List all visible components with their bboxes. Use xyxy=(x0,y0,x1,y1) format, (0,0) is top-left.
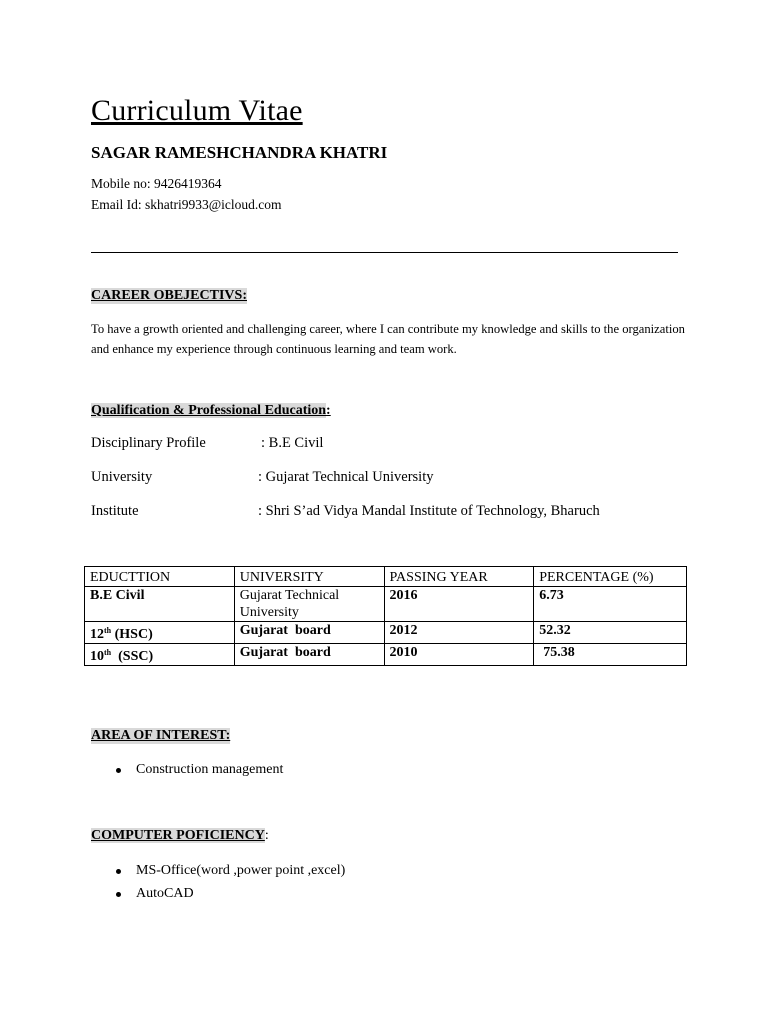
table-row xyxy=(85,622,687,644)
year-cell: 2010 xyxy=(384,644,534,666)
percentage-cell: 75.38 xyxy=(534,644,687,666)
table-row xyxy=(85,587,687,622)
list-item: AutoCAD xyxy=(91,886,345,909)
qualification-label: Institute xyxy=(91,503,139,519)
table-header-row xyxy=(85,567,687,587)
qualification-heading xyxy=(91,403,331,419)
column-header: PASSING YEAR xyxy=(384,567,534,587)
email-address: Email Id: skhatri9933@icloud.com xyxy=(91,197,282,212)
university-cell: Gujarat board xyxy=(234,644,384,666)
table-row xyxy=(85,644,687,666)
career-objective-heading: CAREER OBEJECTIVS: xyxy=(91,288,247,303)
qualification-heading-text: Qualification & Professional Education xyxy=(91,403,327,418)
horizontal-divider xyxy=(91,252,678,253)
list-item: Construction management xyxy=(91,762,283,785)
university-cell: Gujarat Technical University xyxy=(234,587,384,622)
qualification-label: University xyxy=(91,469,153,485)
list-item: MS-Office(word ,power point ,excel) xyxy=(91,863,345,886)
qualification-label: Disciplinary Profile xyxy=(91,435,206,451)
career-objective-text: To have a growth oriented and challenging career, where I can contribute my knowledge and skills to the organization and enhance my experience through continuous learning and team work. xyxy=(91,322,685,356)
qualification-row xyxy=(91,469,434,486)
area-of-interest-heading: AREA OF INTEREST: xyxy=(91,728,231,743)
year-cell: 2016 xyxy=(384,587,534,622)
interest-list xyxy=(91,762,283,785)
percentage-cell: 6.73 xyxy=(534,587,687,622)
column-header: PERCENTAGE (%) xyxy=(534,567,687,587)
bullet-icon xyxy=(116,869,121,874)
education-cell: B.E Civil xyxy=(85,587,235,622)
qualification-value: : Gujarat Technical University xyxy=(258,469,434,485)
education-cell: 10th (SSC) xyxy=(85,644,235,666)
qualification-value: : Shri S’ad Vidya Mandal Institute of Technology, Bharuch xyxy=(258,503,600,519)
university-cell: Gujarat board xyxy=(234,622,384,644)
column-header: EDUCTTION xyxy=(85,567,235,587)
bullet-icon xyxy=(116,768,121,773)
percentage-cell: 52.32 xyxy=(534,622,687,644)
qualification-row xyxy=(91,435,324,452)
document-title: Curriculum Vitae xyxy=(91,94,303,127)
mobile-number: Mobile no: 9426419364 xyxy=(91,176,222,191)
qualification-heading-colon: : xyxy=(326,403,331,418)
column-header: UNIVERSITY xyxy=(234,567,384,587)
qualification-row xyxy=(91,503,600,520)
education-cell: 12th (HSC) xyxy=(85,622,235,644)
qualification-value: : B.E Civil xyxy=(261,435,324,451)
computer-proficiency-heading xyxy=(91,828,269,844)
computer-skills-list xyxy=(91,863,345,909)
computer-proficiency-heading-colon: : xyxy=(264,828,269,843)
year-cell: 2012 xyxy=(384,622,534,644)
candidate-name: SAGAR RAMESHCHANDRA KHATRI xyxy=(91,143,388,162)
education-table xyxy=(84,566,687,666)
computer-proficiency-heading-text: COMPUTER POFICIENCY xyxy=(91,828,265,843)
bullet-icon xyxy=(116,892,121,897)
